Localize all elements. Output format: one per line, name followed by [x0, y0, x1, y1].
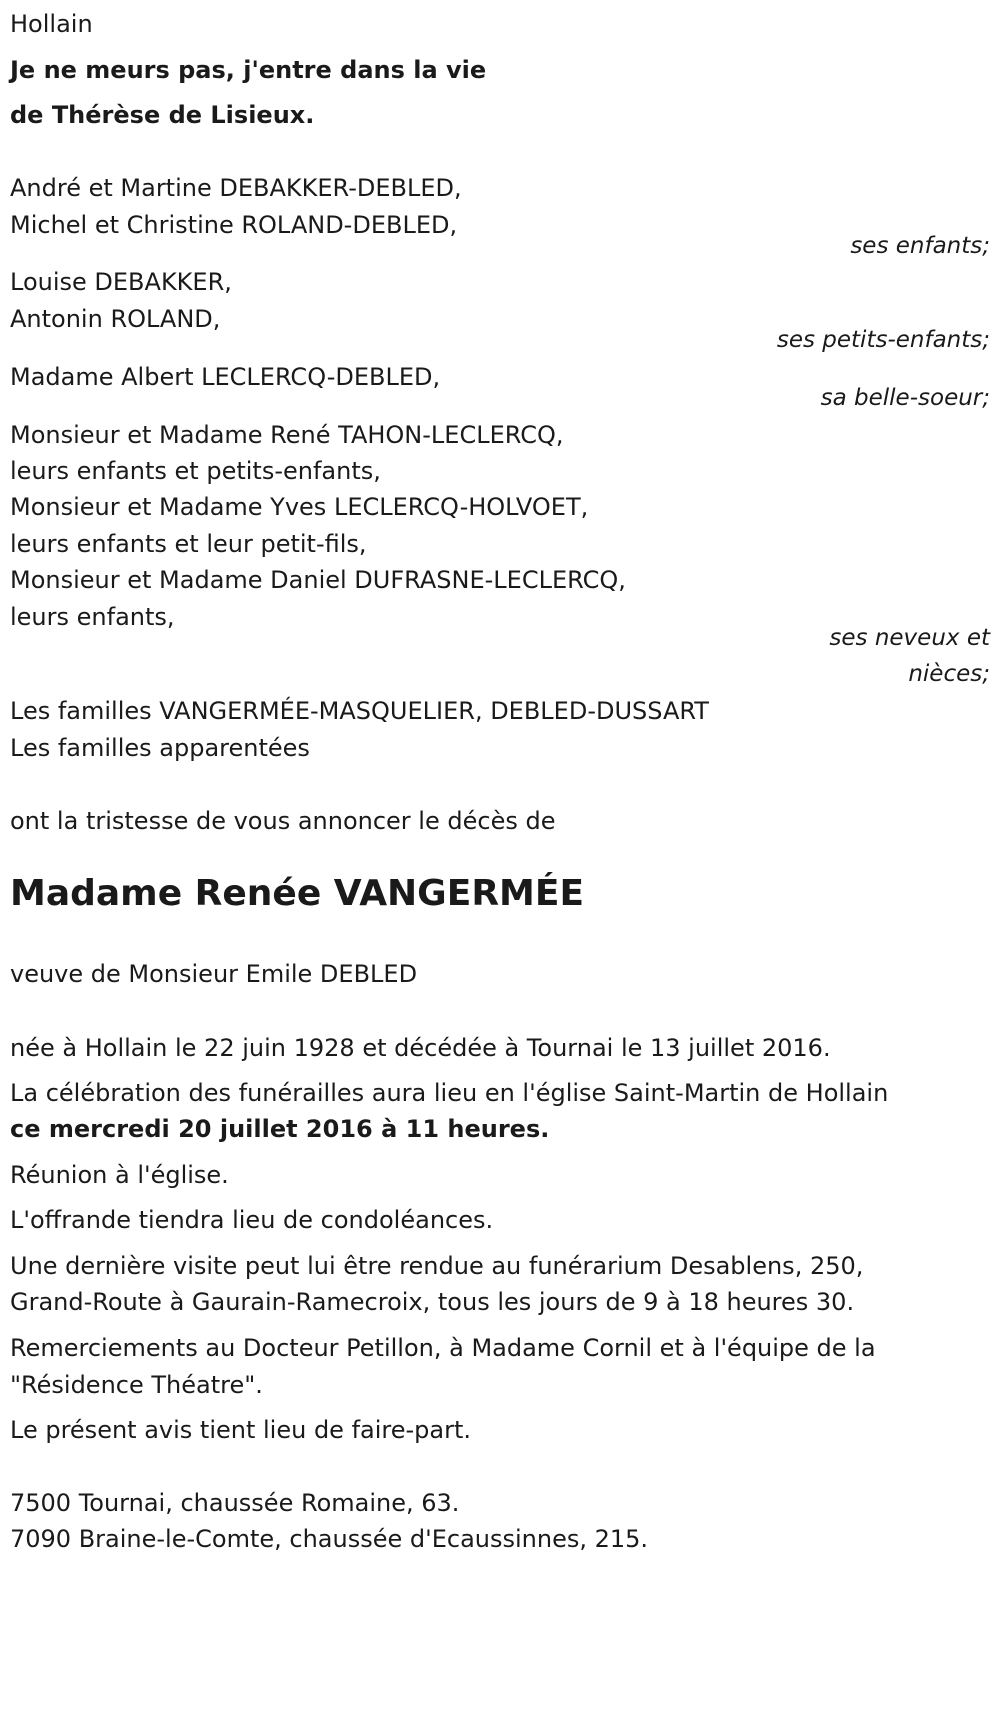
- funeral-line-1: La célébration des funérailles aura lieu en l'église Saint-Martin de Hollain: [10, 1079, 889, 1107]
- visit-line-1: Une dernière visite peut lui être rendue au funérarium Desablens, 250,: [10, 1252, 864, 1280]
- quote-line-2: de Thérèse de Lisieux.: [10, 101, 315, 129]
- quote-line-1: Je ne meurs pas, j'entre dans la vie: [10, 56, 487, 84]
- notice: Le présent avis tient lieu de faire-part.: [10, 1416, 472, 1444]
- child-2: Michel et Christine ROLAND-DEBLED,: [10, 211, 458, 239]
- grandchild-2: Antonin ROLAND,: [10, 305, 221, 333]
- nephew-line-5: Monsieur et Madame Daniel DUFRASNE-LECLERCQ,: [10, 566, 626, 594]
- nephew-line-4: leurs enfants et leur petit-fils,: [10, 530, 367, 558]
- nephew-line-3: Monsieur et Madame Yves LECLERCQ-HOLVOET,: [10, 493, 589, 521]
- grandchild-1: Louise DEBAKKER,: [10, 268, 232, 296]
- address-1: 7500 Tournai, chaussée Romaine, 63.: [10, 1489, 460, 1517]
- child-1: André et Martine DEBAKKER-DEBLED,: [10, 174, 462, 202]
- birth-death: née à Hollain le 22 juin 1928 et décédée à Tournai le 13 juillet 2016.: [10, 1034, 831, 1062]
- other-families-1: Les familles VANGERMÉE-MASQUELIER, DEBLED-DUSSART: [10, 697, 709, 725]
- thanks-line-2: "Résidence Théatre".: [10, 1371, 263, 1399]
- children-label: ses enfants;: [850, 233, 990, 259]
- sister-in-law: Madame Albert LECLERCQ-DEBLED,: [10, 363, 441, 391]
- nephew-line-1: Monsieur et Madame René TAHON-LECLERCQ,: [10, 421, 564, 449]
- sister-in-law-label: sa belle-soeur;: [820, 385, 990, 411]
- announcement: ont la tristesse de vous annoncer le décès de: [10, 807, 556, 835]
- offering: L'offrande tiendra lieu de condoléances.: [10, 1206, 494, 1234]
- meeting: Réunion à l'église.: [10, 1161, 229, 1189]
- nephew-line-2: leurs enfants et petits-enfants,: [10, 457, 381, 485]
- other-families-2: Les familles apparentées: [10, 734, 310, 762]
- nephews-label-1: ses neveux et: [829, 625, 990, 651]
- nephews-label-2: nièces;: [908, 661, 990, 687]
- deceased-name: Madame Renée VANGERMÉE: [10, 873, 585, 914]
- thanks-line-1: Remerciements au Docteur Petillon, à Madame Cornil et à l'équipe de la: [10, 1334, 876, 1362]
- address-2: 7090 Braine-le-Comte, chaussée d'Ecaussinnes, 215.: [10, 1525, 649, 1553]
- grandchildren-label: ses petits-enfants;: [776, 327, 990, 353]
- funeral-line-2: ce mercredi 20 juillet 2016 à 11 heures.: [10, 1115, 550, 1143]
- nephew-line-6: leurs enfants,: [10, 603, 175, 631]
- visit-line-2: Grand-Route à Gaurain-Ramecroix, tous les jours de 9 à 18 heures 30.: [10, 1288, 855, 1316]
- widow-of: veuve de Monsieur Emile DEBLED: [10, 960, 418, 988]
- place-name: Hollain: [10, 10, 93, 38]
